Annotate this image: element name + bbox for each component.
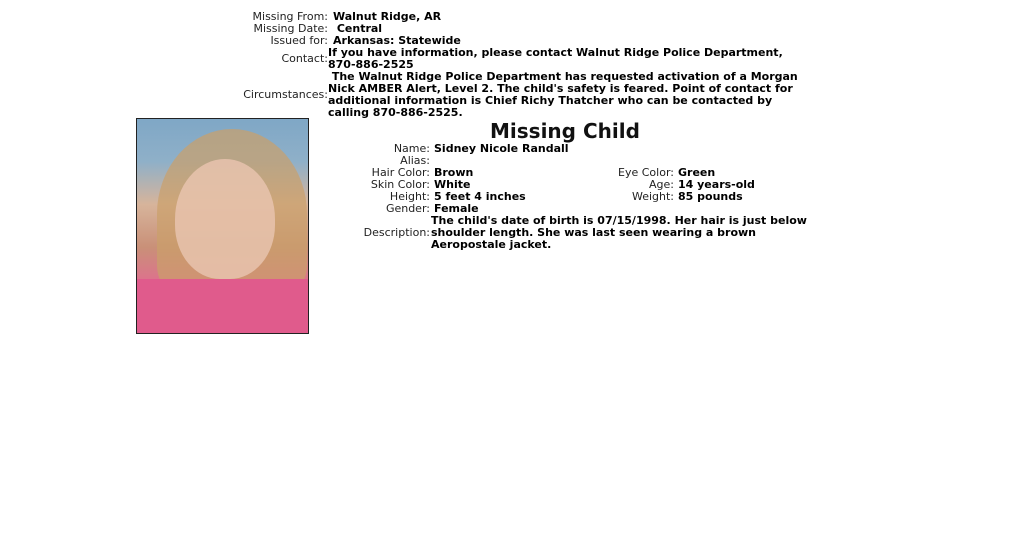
missing-from-label: Missing From: — [252, 10, 328, 23]
missing-date-value: Central — [333, 22, 383, 35]
contact-value: If you have information, please contact Walnut Ridge Police Department, 870-886-2525 — [328, 46, 783, 71]
page-title: Missing Child — [490, 119, 640, 143]
contact-label: Contact: — [281, 52, 328, 65]
child-photo — [136, 118, 309, 334]
eye-color-value: Green — [678, 166, 716, 179]
photo-face-shape — [175, 159, 275, 279]
eye-color-label: Eye Color: — [618, 166, 674, 179]
name-label: Name: — [393, 142, 430, 155]
description-label: Description: — [363, 226, 430, 239]
alias-label: Alias: — [400, 154, 430, 167]
circumstances-label: Circumstances: — [243, 88, 328, 101]
hair-color-value: Brown — [434, 166, 474, 179]
circumstances-row — [228, 71, 828, 119]
gender-value: Female — [434, 202, 479, 215]
missing-date-label: Missing Date: — [253, 22, 328, 35]
alert-header — [228, 11, 828, 119]
height-label: Height: — [389, 190, 430, 203]
weight-label: Weight: — [631, 190, 674, 203]
height-value: 5 feet 4 inches — [434, 190, 526, 203]
circumstances-value: The Walnut Ridge Police Department has requested activation of a Morgan Nick AMBER Alert, Level 2. The child's safety is feared. Point of contact for additional information is Chief Richy Thatcher who can be contacted by calling 870-886-2525. — [328, 70, 802, 119]
contact-row — [228, 47, 828, 71]
hair-color-label: Hair Color: — [371, 166, 430, 179]
description-value: The child's date of birth is 07/15/1998. Her hair is just below shoulder length. She was last seen wearing a brown Aeropostale jacket. — [431, 214, 807, 251]
description-row — [340, 215, 820, 251]
child-details — [340, 143, 820, 251]
skin-color-value: White — [434, 178, 471, 191]
photo-shirt-shape — [137, 279, 309, 334]
skin-color-label: Skin Color: — [370, 178, 430, 191]
name-value: Sidney Nicole Randall — [434, 142, 569, 155]
issued-for-label: Issued for: — [270, 34, 328, 47]
gender-label: Gender: — [385, 202, 430, 215]
age-label: Age: — [649, 178, 674, 191]
missing-from-value: Walnut Ridge, AR — [333, 10, 442, 23]
weight-value: 85 pounds — [678, 190, 743, 203]
age-value: 14 years-old — [678, 178, 755, 191]
issued-for-value: Arkansas: Statewide — [333, 34, 461, 47]
